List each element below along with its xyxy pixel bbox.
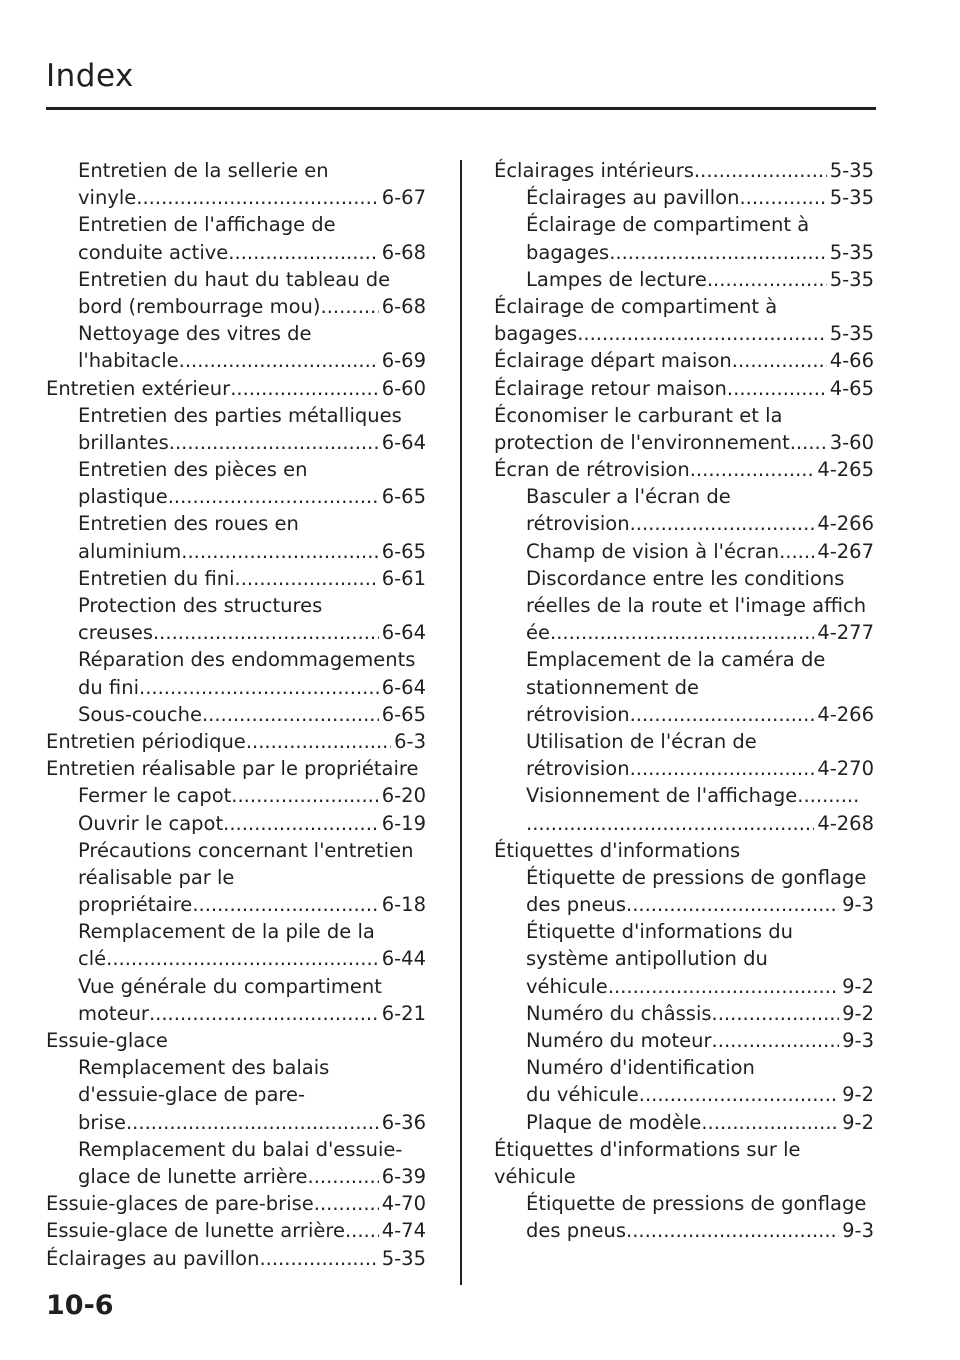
index-entry (46, 701, 426, 728)
index-entry: réelles de la route et l'image affich (526, 594, 867, 617)
index-entry (46, 1217, 426, 1244)
index-entry: Précautions concernant l'entretien (78, 838, 414, 862)
index-page-ref: 4-267 (817, 539, 874, 563)
page-title: Index (46, 58, 134, 94)
index-entry (494, 1000, 874, 1027)
index-entry-text: du véhicule (526, 1083, 639, 1107)
index-column-right (494, 157, 874, 1245)
index-entry: Économiser le carburant et la (494, 403, 783, 427)
index-page-ref: 6-68 (381, 240, 426, 264)
index-entry: Étiquettes d'informations (494, 838, 741, 862)
index-entry (46, 810, 426, 837)
dot-leader (168, 483, 379, 510)
dot-leader (139, 674, 379, 701)
index-entry: Remplacement des balais (78, 1056, 330, 1080)
index-page-ref: 4-265 (817, 458, 874, 482)
dot-leader (223, 810, 379, 837)
dot-leader (609, 239, 827, 266)
index-entry (494, 429, 874, 456)
index-entry: véhicule (494, 1164, 576, 1188)
index-entry-text: Éclairages intérieurs (494, 159, 694, 182)
index-entry: Entretien des roues en (78, 512, 299, 536)
index-entry-text: Éclairage retour maison (494, 376, 727, 400)
index-entry: Utilisation de l'écran de (526, 729, 757, 753)
index-entry-text: creuses (78, 621, 153, 645)
dot-leader (639, 1081, 839, 1108)
dot-leader (790, 429, 827, 456)
index-page-ref: 6-3 (394, 729, 426, 753)
dot-leader (181, 538, 378, 565)
index-page-ref: 5-35 (829, 159, 874, 182)
index-entry (46, 565, 426, 592)
index-page-ref: 4-268 (817, 811, 874, 835)
index-page-ref: 5-35 (829, 240, 874, 264)
dot-leader (136, 184, 378, 211)
index-page-ref: 6-64 (381, 430, 426, 454)
index-entry-text: Numéro du châssis (526, 1001, 712, 1025)
index-page-ref: 5-35 (381, 1246, 426, 1270)
index-entry (494, 1109, 874, 1136)
index-entry-text: bagages (526, 240, 610, 264)
index-entry-text: Écran de rétrovision (494, 458, 690, 482)
index-entry-text: l'habitacle (78, 349, 179, 373)
index-page-ref: 6-21 (381, 1001, 426, 1025)
index-entry: Remplacement de la pile de la (78, 920, 375, 944)
index-entry-text: Ouvrir le capot (78, 811, 224, 835)
dot-leader (149, 1000, 379, 1027)
index-entry (46, 1245, 426, 1272)
index-entry (46, 239, 426, 266)
index-page-ref: 4-266 (817, 512, 874, 536)
index-entry: Entretien des parties métalliques (78, 403, 402, 427)
index-page-ref: 6-60 (381, 376, 426, 400)
index-entry: stationnement de (526, 675, 700, 699)
index-entry: Vue générale du compartiment (78, 974, 382, 998)
index-entry: Essuie-glace (46, 1029, 168, 1052)
index-entry (494, 157, 874, 184)
index-entry: Basculer a l'écran de (526, 485, 731, 509)
dot-leader (235, 565, 379, 592)
index-entry-text: Éclairages au pavillon (46, 1246, 260, 1270)
dot-leader (712, 1027, 840, 1054)
index-page-ref: 6-65 (381, 702, 426, 726)
dot-leader (202, 701, 379, 728)
dot-leader (153, 619, 379, 646)
dot-leader (732, 347, 827, 374)
index-entry-text: plastique (78, 485, 168, 509)
index-entry-text: Entretien extérieur (46, 376, 231, 400)
index-page-ref: 9-2 (842, 1083, 874, 1107)
index-entry (494, 1027, 874, 1054)
dot-leader (608, 973, 839, 1000)
dot-leader (526, 810, 814, 837)
index-entry-text: Éclairage départ maison (494, 349, 732, 373)
index-entry: Éclairage de compartiment à (494, 294, 778, 318)
index-entry: Entretien des pièces en (78, 458, 308, 482)
index-entry (494, 1081, 874, 1108)
dot-leader (626, 1217, 839, 1244)
dot-leader (230, 375, 379, 402)
dot-leader (779, 538, 814, 565)
index-entry: Entretien de la sellerie en (78, 159, 329, 182)
dot-leader (630, 755, 815, 782)
index-entry-text: Lampes de lecture (526, 267, 707, 291)
dot-leader (192, 891, 378, 918)
index-page-ref: 6-44 (381, 947, 426, 971)
index-entry-text: véhicule (526, 974, 608, 998)
index-entry (494, 239, 874, 266)
index-entry-text: Sous-couche (78, 702, 202, 726)
index-entry: Entretien de l'affichage de (78, 213, 336, 237)
index-column-left (46, 157, 426, 1272)
index-entry (494, 375, 874, 402)
dot-leader (246, 728, 391, 755)
index-entry-text: brise (78, 1110, 126, 1134)
index-entry (494, 184, 874, 211)
index-entry: Étiquettes d'informations sur le (494, 1137, 801, 1161)
index-entry (494, 701, 874, 728)
index-entry (46, 945, 426, 972)
index-entry-text: ée (526, 621, 550, 645)
dot-leader (228, 239, 378, 266)
index-entry (494, 810, 874, 837)
dot-leader (630, 510, 815, 537)
dot-leader (690, 456, 815, 483)
index-entry (494, 891, 874, 918)
index-page-ref: 6-19 (381, 811, 426, 835)
index-entry: réalisable par le (78, 865, 235, 889)
dot-leader (169, 429, 379, 456)
dot-leader (259, 1245, 378, 1272)
index-entry: Réparation des endommagements (78, 648, 416, 672)
dot-leader (630, 701, 815, 728)
index-entry (46, 728, 426, 755)
index-page-ref: 6-64 (381, 621, 426, 645)
dot-leader (321, 293, 379, 320)
index-entry-text: rétrovision (526, 512, 630, 536)
index-entry-text: Plaque de modèle (526, 1110, 702, 1134)
index-entry-text: Champ de vision à l'écran (526, 539, 780, 563)
index-page-ref: 4-74 (381, 1219, 426, 1243)
index-entry: Protection des structures (78, 594, 323, 617)
dot-leader (231, 782, 378, 809)
index-entry: d'essuie-glace de pare- (78, 1083, 306, 1107)
index-entry-text: Entretien périodique (46, 729, 246, 753)
index-entry (494, 320, 874, 347)
index-entry-text: brillantes (78, 430, 169, 454)
index-entry (494, 538, 874, 565)
index-entry (494, 510, 874, 537)
index-page-ref: 4-277 (817, 621, 874, 645)
index-entry: système antipollution du (526, 947, 768, 971)
dot-leader (577, 320, 827, 347)
index-page-ref: 6-67 (381, 186, 426, 210)
dot-leader (712, 1000, 840, 1027)
index-entry-text: du fini (78, 675, 139, 699)
index-entry: Étiquette de pressions de gonflage (526, 865, 867, 889)
dot-leader (126, 1109, 379, 1136)
index-entry-text: clé (78, 947, 107, 971)
index-entry-text: rétrovision (526, 702, 630, 726)
dot-leader (707, 266, 827, 293)
index-page-ref: 9-2 (842, 1110, 874, 1134)
index-entry-text: des pneus (526, 893, 626, 917)
index-entry: Remplacement du balai d'essuie- (78, 1137, 403, 1161)
index-entry: Emplacement de la caméra de (526, 648, 826, 672)
index-page-ref: 5-35 (829, 267, 874, 291)
index-entry (46, 1163, 426, 1190)
index-entry-text: protection de l'environnement (494, 430, 790, 454)
index-entry (46, 619, 426, 646)
index-entry: Étiquette d'informations du (526, 920, 793, 944)
index-page-ref: 6-36 (381, 1110, 426, 1134)
index-page-ref: 9-3 (842, 893, 874, 917)
index-entry: Entretien du haut du tableau de (78, 267, 391, 291)
index-page-ref: 4-266 (817, 702, 874, 726)
index-entry (46, 782, 426, 809)
index-entry (494, 973, 874, 1000)
index-entry (494, 1217, 874, 1244)
index-entry: Étiquette de pressions de gonflage (526, 1192, 867, 1216)
index-entry (494, 266, 874, 293)
index-entry-text: bagages (494, 322, 578, 346)
index-entry-text: glace de lunette arrière (78, 1164, 308, 1188)
index-entry (46, 293, 426, 320)
index-entry-text: Numéro du moteur (526, 1029, 712, 1052)
index-entry (494, 619, 874, 646)
index-page-ref: 6-65 (381, 539, 426, 563)
index-page-ref: 6-18 (381, 893, 426, 917)
index-entry (46, 347, 426, 374)
index-entry-text: des pneus (526, 1219, 626, 1243)
index-page-ref: 6-39 (381, 1164, 426, 1188)
index-page-ref: 6-61 (381, 566, 426, 590)
index-page-ref: 9-3 (842, 1029, 874, 1052)
index-entry-text: Essuie-glace de lunette arrière (46, 1219, 345, 1243)
dot-leader (550, 619, 814, 646)
index-entry-text: bord (rembourrage mou) (78, 294, 321, 318)
index-entry: Discordance entre les conditions (526, 566, 845, 590)
index-entry-text: rétrovision (526, 757, 630, 781)
index-entry (46, 891, 426, 918)
index-entry-text: Entretien du fini (78, 566, 235, 590)
index-entry (494, 755, 874, 782)
index-page-ref: 4-70 (381, 1192, 426, 1216)
index-page-ref: 4-65 (829, 376, 874, 400)
index-entry-text: propriétaire (78, 893, 193, 917)
index-page-ref: 4-270 (817, 757, 874, 781)
index-page-ref: 9-2 (842, 1001, 874, 1025)
index-entry-text: Fermer le capot (78, 784, 232, 808)
index-entry (46, 429, 426, 456)
dot-leader (345, 1217, 379, 1244)
dot-leader (308, 1163, 379, 1190)
index-entry (494, 347, 874, 374)
dot-leader (727, 375, 827, 402)
index-entry (46, 483, 426, 510)
index-entry (46, 1000, 426, 1027)
dot-leader (314, 1190, 379, 1217)
index-page-ref: 9-3 (842, 1219, 874, 1243)
index-entry: Numéro d'identification (526, 1056, 755, 1080)
index-page-ref: 3-60 (829, 430, 874, 454)
index-entry: Éclairage de compartiment à (526, 213, 810, 237)
index-page-ref: 6-68 (381, 294, 426, 318)
index-entry: Entretien réalisable par le propriétaire (46, 757, 419, 781)
dot-leader (626, 891, 839, 918)
index-page-ref: 6-65 (381, 485, 426, 509)
dot-leader (179, 347, 379, 374)
index-entry-text: moteur (78, 1001, 149, 1025)
index-page-ref: 5-35 (829, 322, 874, 346)
index-entry (46, 375, 426, 402)
index-entry-text: aluminium (78, 539, 182, 563)
index-entry: Visionnement de l'affichage.......... (526, 784, 860, 808)
page-number: 10-6 (46, 1290, 114, 1321)
index-page-ref: 6-64 (381, 675, 426, 699)
dot-leader (106, 945, 379, 972)
index-page-ref: 5-35 (829, 186, 874, 210)
index-entry (46, 184, 426, 211)
column-divider (460, 160, 462, 1285)
index-entry-text: Éclairages au pavillon (526, 186, 740, 210)
index-entry-text: Essuie-glaces de pare-brise (46, 1192, 314, 1216)
dot-leader (701, 1109, 839, 1136)
header-rule (46, 107, 876, 110)
dot-leader (694, 157, 827, 184)
index-page-ref: 6-20 (381, 784, 426, 808)
index-entry (46, 1109, 426, 1136)
index-entry-text: conduite active (78, 240, 229, 264)
index-entry (46, 674, 426, 701)
dot-leader (739, 184, 826, 211)
index-entry (494, 456, 874, 483)
index-entry (46, 1190, 426, 1217)
index-page-ref: 4-66 (829, 349, 874, 373)
index-entry: Nettoyage des vitres de (78, 322, 312, 346)
index-page-ref: 9-2 (842, 974, 874, 998)
index-entry-text: vinyle (78, 186, 137, 210)
index-entry (46, 538, 426, 565)
index-page-ref: 6-69 (381, 349, 426, 373)
